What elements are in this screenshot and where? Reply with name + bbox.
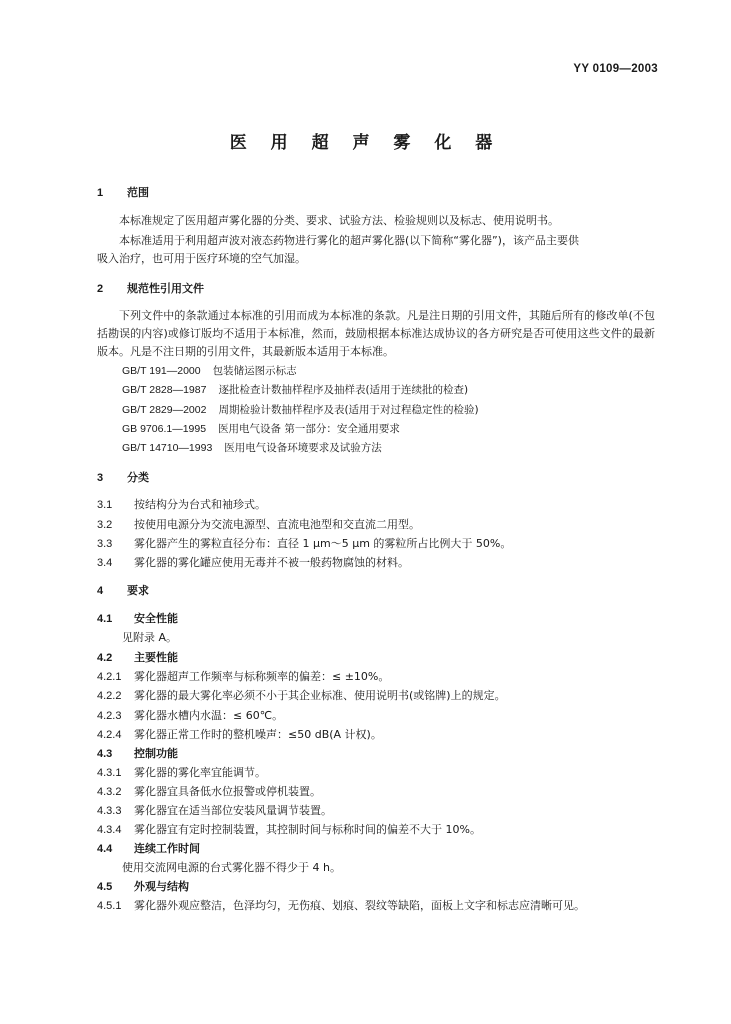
- scope-paragraph-2a: 本标准适用于利用超声波对液态药物进行雾化的超声雾化器(以下简称“雾化器”)，该产品主要供: [119, 234, 579, 247]
- reference-item: [122, 441, 382, 455]
- clause-text: 雾化器水槽内水温：≤ 60℃。: [134, 709, 284, 722]
- clause-text: 按使用电源分为交流电源型、直流电池型和交直流二用型。: [134, 518, 420, 531]
- clause-text: 雾化器宜在适当部位安装风量调节装置。: [134, 804, 332, 817]
- section-number: 3: [97, 472, 104, 484]
- clause-number: 4.5: [97, 881, 113, 893]
- clause-item: [97, 823, 481, 837]
- clause-item: [97, 556, 409, 570]
- clause-number: 4.2.4: [97, 729, 122, 741]
- clause-text: 连续工作时间: [134, 842, 200, 855]
- clause-text: 雾化器的雾化率宜能调节。: [134, 766, 266, 779]
- clause-text: 雾化器外观应整洁，色泽均匀，无伤痕、划痕、裂纹等缺陷，面板上文字和标志应清晰可见。: [134, 899, 585, 912]
- clause-text: 雾化器超声工作频率与标称频率的偏差：≤ ±10%。: [134, 670, 390, 683]
- section-1-heading: [97, 186, 149, 200]
- clause-heading: [97, 747, 178, 761]
- section-4-heading: [97, 584, 149, 598]
- clause-item: [97, 899, 585, 913]
- clause-item: [97, 498, 266, 512]
- clause-number: 4.2.2: [97, 690, 122, 702]
- reference-item: [122, 383, 468, 397]
- clause-text: 雾化器的雾化罐应使用无毒并不被一般药物腐蚀的材料。: [134, 556, 409, 569]
- clause-item: [97, 689, 506, 703]
- clause-number: 3.3: [97, 538, 113, 550]
- clause-text: 控制功能: [134, 747, 178, 760]
- reference-code: GB/T 2829—2002: [122, 404, 207, 416]
- reference-code: GB/T 2828—1987: [122, 384, 207, 396]
- section-title: 要求: [127, 584, 149, 597]
- clause-text: 外观与结构: [134, 880, 189, 893]
- clause-number: 4.3.3: [97, 805, 122, 817]
- clause-item: [97, 709, 283, 723]
- clause-text: 雾化器的最大雾化率必须不小于其企业标准、使用说明书(或铭牌)上的规定。: [134, 689, 506, 702]
- clause-number: 4.2.1: [97, 671, 122, 683]
- clause-number: 4.3.1: [97, 767, 122, 779]
- reference-code: GB/T 14710—1993: [122, 442, 213, 454]
- clause-text: 安全性能: [134, 612, 178, 625]
- section-number: 1: [97, 187, 104, 199]
- reference-title: 医用电气设备环境要求及试验方法: [224, 442, 382, 454]
- reference-code: GB 9706.1—1995: [122, 423, 207, 435]
- clause-item: [97, 728, 382, 742]
- document-title: 医 用 超 声 雾 化 器: [229, 133, 502, 153]
- clause-text: 主要性能: [134, 651, 178, 664]
- clause-number: 3.2: [97, 519, 113, 531]
- clause-body: 使用交流网电源的台式雾化器不得少于 4 h。: [122, 861, 341, 874]
- section-title: 规范性引用文件: [127, 282, 204, 295]
- clause-text: 雾化器产生的雾粒直径分布：直径 1 μm～5 μm 的雾粒所占比例大于 50%。: [134, 537, 512, 550]
- section-2-heading: [97, 282, 204, 296]
- reference-title: 周期检验计数抽样程序及表(适用于对过程稳定性的检验): [218, 404, 479, 416]
- clause-item: [97, 537, 511, 551]
- clause-number: 4.4: [97, 843, 113, 855]
- reference-title: 医用电气设备 第一部分：安全通用要求: [218, 423, 400, 435]
- reference-item: [122, 403, 479, 417]
- clause-item: [97, 804, 332, 818]
- clause-heading: [97, 651, 178, 665]
- section-number: 4: [97, 585, 104, 597]
- clause-heading: [97, 612, 178, 626]
- reference-item: [122, 364, 297, 378]
- clause-item: [97, 785, 321, 799]
- reference-item: [122, 422, 400, 436]
- clause-number: 3.1: [97, 499, 113, 511]
- clause-heading: [97, 842, 200, 856]
- scope-paragraph-2b: 吸入治疗，也可用于医疗环境的空气加湿。: [97, 252, 306, 265]
- clause-heading: [97, 880, 189, 894]
- clause-body: 见附录 A。: [122, 631, 178, 644]
- clause-number: 4.3.2: [97, 786, 122, 798]
- clause-number: 4.5.1: [97, 900, 122, 912]
- reference-code: GB/T 191—2000: [122, 365, 201, 377]
- section-title: 分类: [127, 471, 149, 484]
- scope-paragraph-1: 本标准规定了医用超声雾化器的分类、要求、试验方法、检验规则以及标志、使用说明书。: [119, 214, 559, 227]
- standard-code: YY 0109—2003: [573, 63, 658, 75]
- clause-text: 雾化器宜有定时控制装置，其控制时间与标称时间的偏差不大于 10%。: [134, 823, 481, 836]
- references-paragraph: 下列文件中的条款通过本标准的引用而成为本标准的条款。凡是注日期的引用文件，其随后所有的修改单(不包括勘误的内容)或修订版均不适用于本标准，然而，鼓励根据本标准达成协议的各方研究是否可使用这些文件的最新版本。凡是不注日期的引用文件，其最新版本适用于本标准。: [97, 309, 655, 358]
- clause-number: 4.2.3: [97, 710, 122, 722]
- clause-item: [97, 766, 266, 780]
- clause-item: [97, 518, 420, 532]
- clause-text: 按结构分为台式和袖珍式。: [134, 498, 266, 511]
- clause-number: 4.3.4: [97, 824, 122, 836]
- clause-number: 3.4: [97, 557, 113, 569]
- reference-title: 包装储运图示标志: [212, 365, 297, 377]
- section-title: 范围: [127, 186, 149, 199]
- clause-item: [97, 670, 389, 684]
- section-3-heading: [97, 471, 149, 485]
- clause-text: 雾化器宜具备低水位报警或停机装置。: [134, 785, 321, 798]
- clause-number: 4.2: [97, 652, 113, 664]
- reference-title: 逐批检查计数抽样程序及抽样表(适用于连续批的检查): [218, 384, 469, 396]
- clause-number: 4.1: [97, 613, 113, 625]
- clause-number: 4.3: [97, 748, 113, 760]
- clause-text: 雾化器正常工作时的整机噪声：≤50 dB(A 计权)。: [134, 728, 382, 741]
- section-number: 2: [97, 283, 104, 295]
